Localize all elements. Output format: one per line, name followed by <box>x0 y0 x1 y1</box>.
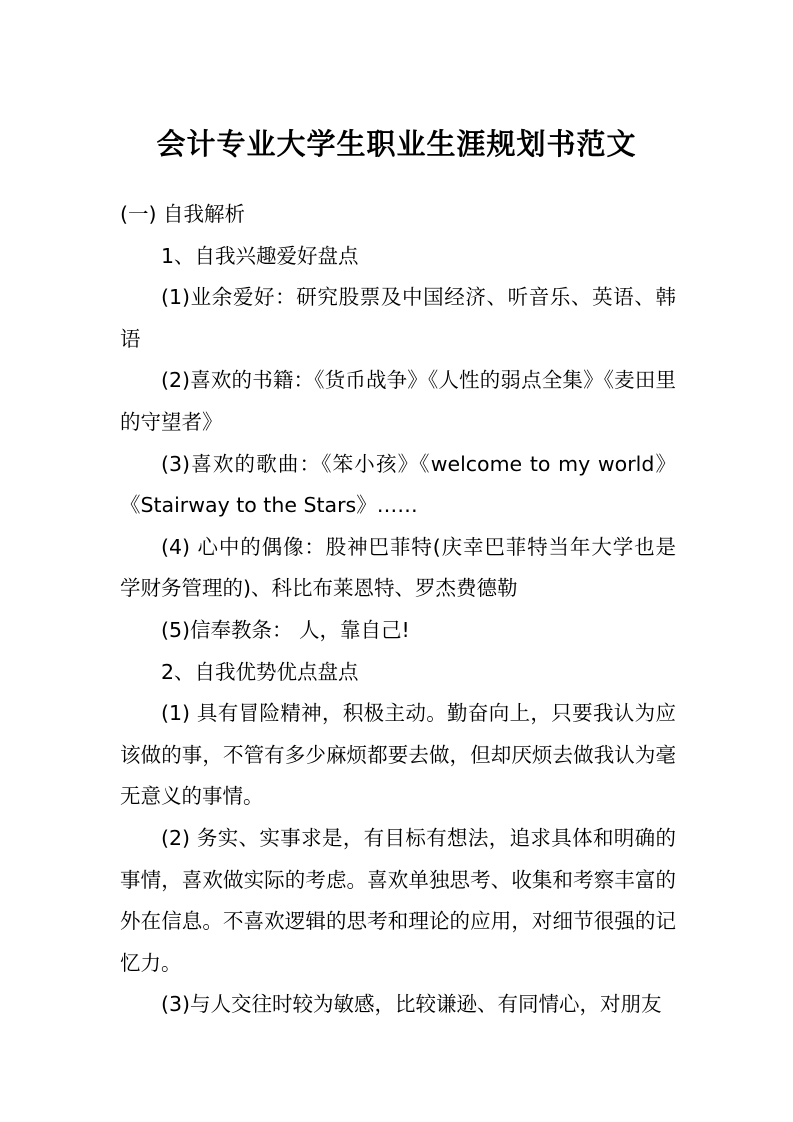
paragraph: (3)与人交往时较为敏感，比较谦逊、有同情心，对朋友 <box>161 992 662 1017</box>
paragraph: (1) 具有冒险精神，积极主动。勤奋向上，只要我认为应该做的事，不管有多少麻烦都要去做，但却厌烦去做我认为毫无意义的事情。 <box>120 701 676 809</box>
paragraph: (5)信奉教条： 人，靠自己! <box>161 617 410 642</box>
paragraph: (2)喜欢的书籍：《货币战争》《人性的弱点全集》《麦田里的守望者》 <box>120 368 676 434</box>
paragraph: 1、自我兴趣爱好盘点 <box>161 243 359 268</box>
paragraph: (3)喜欢的歌曲：《笨小孩》《welcome to my world》《Stairway to the Stars》…… <box>120 451 676 518</box>
document-body <box>120 194 676 1026</box>
paragraph: (2) 务实、实事求是，有目标有想法，追求具体和明确的事情，喜欢做实际的考虑。喜欢单独思考、收集和考察丰富的外在信息。不喜欢逻辑的思考和理论的应用，对细节很强的记忆力。 <box>120 825 676 975</box>
paragraph: 2、自我优势优点盘点 <box>161 659 359 684</box>
paragraph: (1)业余爱好：研究股票及中国经济、听音乐、英语、韩语 <box>120 285 676 351</box>
paragraph: (一) 自我解析 <box>120 202 246 226</box>
paragraph: (4) 心中的偶像：股神巴菲特(庆幸巴菲特当年大学也是学财务管理的)、科比布莱恩特、罗杰费德勒 <box>120 534 676 601</box>
document-title: 会计专业大学生职业生涯规划书范文 <box>156 127 637 161</box>
